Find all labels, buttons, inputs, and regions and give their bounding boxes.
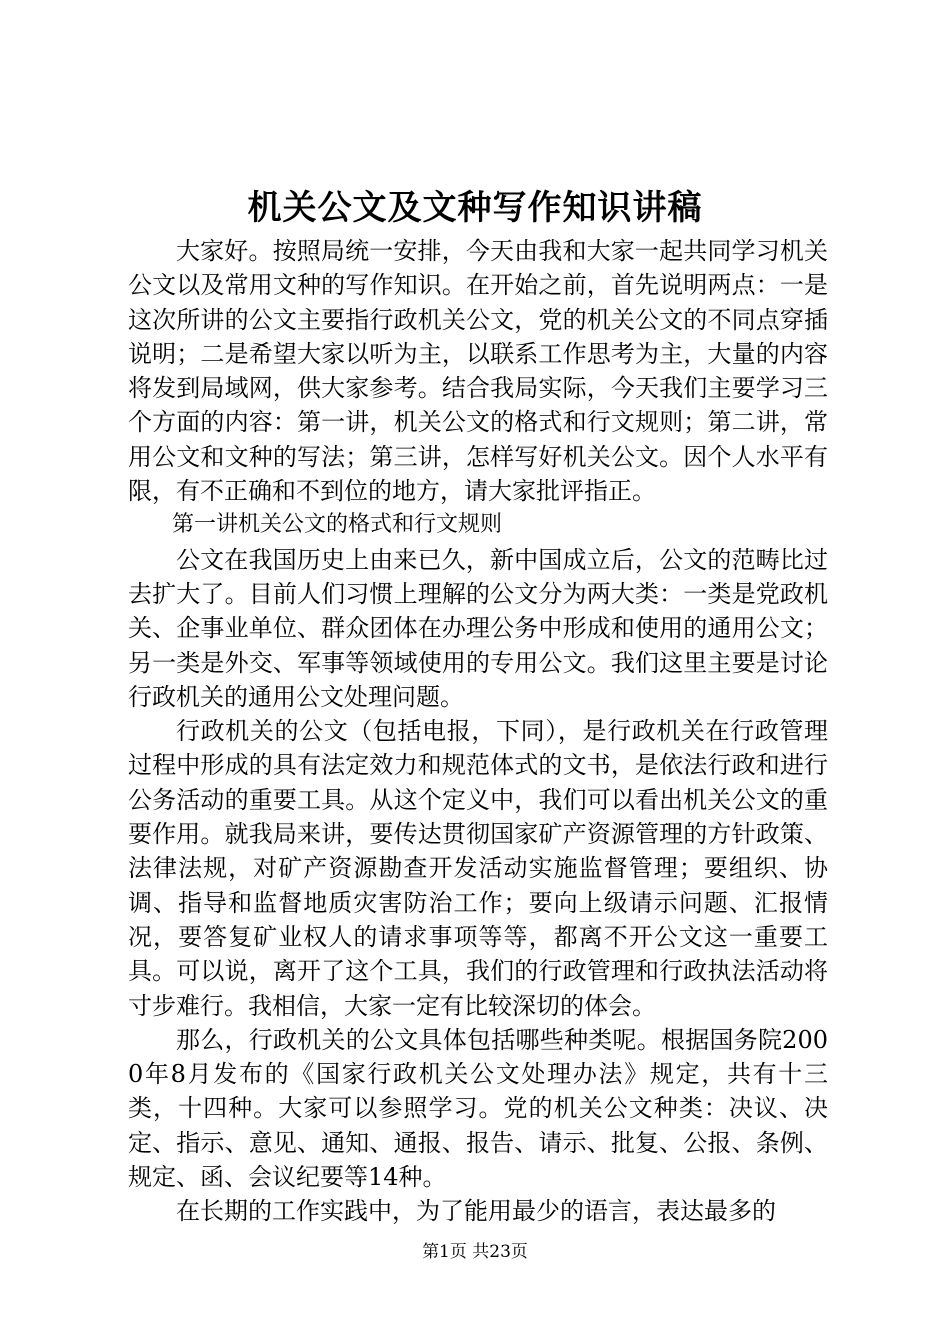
document-body (128, 234, 828, 1229)
paragraph-history: 公文在我国历史上由来已久，新中国成立后，公文的范畴比过去扩大了。目前人们习惯上理解的公文分为两大类：一类是党政机关、企事业单位、群众团体在办理公务中形成和使用的通用公文；另一类是外交、军事等领域使用的专用公文。我们这里主要是讨论行政机关的通用公文处理问题。 (128, 545, 828, 711)
paragraph-definition: 行政机关的公文（包括电报，下同），是行政机关在行政管理过程中形成的具有法定效力和规范体式的文书，是依法行政和进行公务活动的重要工具。从这个定义中，我们可以看出机关公文的重要作用。就我局来讲，要传达贯彻国家矿产资源管理的方针政策、法律法规，对矿产资源勘查开发活动实施监督管理；要组织、协调、指导和监督地质灾害防治工作；要向上级请示问题、汇报情况，要答复矿业权人的请求事项等等，都离不开公文这一重要工具。可以说，离开了这个工具，我们的行政管理和行政执法活动将寸步难行。我相信，大家一定有比较深切的体会。 (128, 717, 828, 1020)
page-number-footer: 第1页 共23页 (422, 1242, 528, 1262)
paragraph-intro: 大家好。按照局统一安排，今天由我和大家一起共同学习机关公文以及常用文种的写作知识。在开始之前，首先说明两点：一是这次所讲的公文主要指行政机关公文，党的机关公文的不同点穿插说明；二是希望大家以听为主，以联系工作思考为主，大量的内容将发到局域网，供大家参考。结合我局实际，今天我们主要学习三个方面的内容：第一讲，机关公文的格式和行文规则；第二讲，常用公文和文种的写法；第三讲，怎样写好机关公文。因个人水平有限，有不正确和不到位的地方，请大家批评指正。 (128, 237, 828, 506)
paragraph-types: 那么，行政机关的公文具体包括哪些种类呢。根据国务院2000年8月发布的《国家行政机关公文处理办法》规定，共有十三类，十四种。大家可以参照学习。党的机关公文种类：决议、决定、指示、意见、通知、通报、报告、请示、批复、公报、条例、规定、函、会议纪要等14种。 (128, 1025, 828, 1192)
document-title: 机关公文及文种写作知识讲稿 (247, 188, 703, 228)
section-heading-lecture-one: 第一讲机关公文的格式和行文规则 (172, 512, 503, 538)
paragraph-practice: 在长期的工作实践中，为了能用最少的语言，表达最多的 (176, 1197, 776, 1226)
